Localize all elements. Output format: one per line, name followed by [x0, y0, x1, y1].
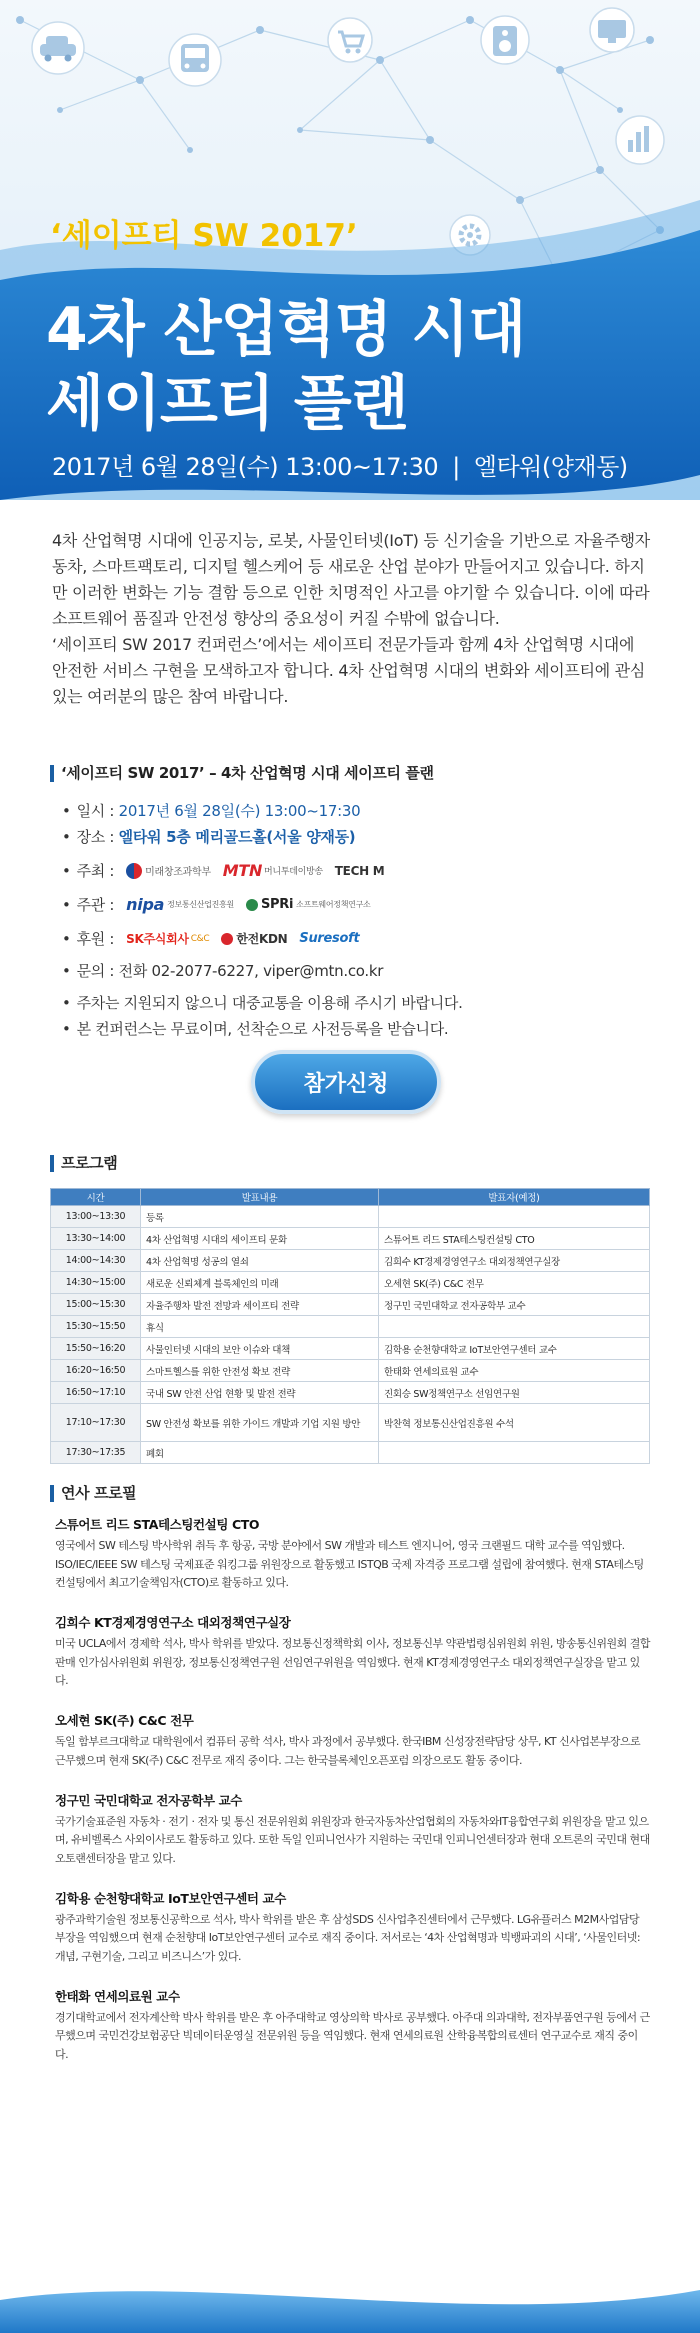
cell-time: 16:20~16:50 [51, 1360, 141, 1382]
kdn-mark-icon [221, 933, 233, 945]
speakers-heading: 연사 프로필 [50, 1485, 136, 1502]
cell-time: 15:00~15:30 [51, 1294, 141, 1316]
table-header-row [51, 1189, 650, 1206]
speaker-bio: 미국 UCLA에서 경제학 석사, 박사 학위를 받았다. 정보통신정책학회 이사, 정보통신부 약관법령심위원회 위원, 방송통신위원회 결합판매 인가심사위원회 위원장, 정보통신정책연구원 선임연구위원을 역임했다. 현재 KT경제경영연구소 대외정책연구실장을 맡고 있다. [55, 1637, 651, 1688]
cell-time: 13:00~13:30 [51, 1206, 141, 1228]
cell-speaker: 오세현 SK(주) C&C 전무 [379, 1272, 650, 1294]
info-place: • 장소 : 엘타워 5층 메리골드홀(서울 양재동) [62, 827, 356, 846]
info-contact: • 문의 : 전화 02-2077-6227, viper@mtn.co.kr [62, 961, 384, 980]
cell-speaker: 김학용 순천향대학교 IoT보안연구센터 교수 [379, 1338, 650, 1360]
footer-wave [0, 2270, 700, 2333]
cell-topic: 국내 SW 안전 산업 현황 및 발전 전략 [141, 1382, 379, 1404]
speaker-profile [55, 1613, 650, 1691]
table-row [51, 1360, 650, 1382]
cell-time: 15:50~16:20 [51, 1338, 141, 1360]
speaker-bio: 영국에서 SW 테스팅 박사학위 취득 후 항공, 국방 분야에서 SW 개발과 테스트 엔지니어, 영국 크랜필드 대학 교수를 역임했다. ISO/IEC/IEEE SW 테스팅 국제표준 워킹그룹 위원장으로 활동했고 ISTQB 국제 자격증 프로그램 설립에 참여했다. 현재 STA테스팅컨설팅에서 최고기술책임자(CTO)로 활동하고 있다. [55, 1539, 644, 1590]
speaker-bio: 국가기술표준원 자동차 · 전기 · 전자 및 통신 전문위원회 위원장과 한국자동차산업협회의 자동차와IT융합연구회 위원장을 맡고 있으며, 유비벨록스 사외이사로도 활동하고 있다. 또한 독일 인피니언사가 지원하는 국민대 인피니언센터장과 현대 오트론의 국민대 현대오토랜센터장을 맡고 있다. [55, 1814, 650, 1865]
speaker-bio: 광주과학기술원 정보통신공학으로 석사, 박사 학위를 받은 후 삼성SDS 신사업추진센터에서 근무했다. LG유플러스 M2M사업담당 부장을 역임했으며 현재 순천향대 IoT보안연구센터 교수로 재직 중이다. 저서로는 ‘4차 산업혁명과 빅뱅파괴의 시대’, ‘사물인터넷: 개념, 구현기술, 그리고 비즈니스’가 있다. [55, 1912, 641, 1963]
speaker-name: 오세현 SK(주) C&C 전무 [55, 1713, 194, 1729]
cell-topic: 4차 산업혁명 시대의 세이프티 문화 [141, 1228, 379, 1250]
separator: | [452, 453, 460, 481]
date-value: 2017년 6월 28일(수) 13:00~17:30 [118, 802, 361, 820]
intro-text [52, 528, 650, 710]
speaker-bio: 경기대학교에서 전자계산학 박사 학위를 받은 후 아주대학교 영상의학 박사로 공부했다. 아주대 의과대학, 전자부품연구원 등에서 근무했으며 국민건강보험공단 빅데이터운영실 전문위원 등을 역임했다. 현재 연세의료원 산학융복합의료센터 연구교수로 재직 중이다. [55, 2010, 650, 2061]
table-row [51, 1338, 650, 1360]
table-row [51, 1316, 650, 1338]
kdn-logo: 한전KDN [221, 930, 287, 947]
cell-speaker [379, 1206, 650, 1228]
event-subtitle: ‘세이프티 SW 2017’ [50, 218, 358, 254]
cell-time: 16:50~17:10 [51, 1382, 141, 1404]
event-datetime [52, 447, 628, 482]
speaker-name: 김학용 순천향대학교 IoT보안연구센터 교수 [55, 1890, 286, 1906]
place-value: 엘타워 5층 메리골드홀(서울 양재동) [118, 828, 356, 846]
cell-time: 14:00~14:30 [51, 1250, 141, 1272]
table-row [51, 1442, 650, 1464]
cell-speaker [379, 1442, 650, 1464]
cell-topic: 새로운 신뢰체계 블록체인의 미래 [141, 1272, 379, 1294]
cell-speaker: 박찬혁 정보통신산업진흥원 수석 [379, 1404, 650, 1442]
cell-topic: 스마트헬스를 위한 안전성 확보 전략 [141, 1360, 379, 1382]
apply-button[interactable]: 참가신청 [251, 1050, 441, 1114]
cell-speaker: 스튜어트 리드 STA테스팅컨설팅 CTO [379, 1228, 650, 1250]
speaker-name: 김희수 KT경제경영연구소 대외정책연구실장 [55, 1615, 291, 1631]
column-header-time: 시간 [51, 1189, 141, 1206]
mtn-logo: MTN 머니투데이방송 [222, 861, 323, 880]
info-organizers: • 주관 : nipa 정보통신산업진흥원 SPRi 소프트웨어정책연구소 [62, 895, 371, 914]
cell-topic: 사물인터넷 시대의 보안 이슈와 대책 [141, 1338, 379, 1360]
speaker-profile [55, 1711, 650, 1770]
cell-topic: 폐회 [141, 1442, 379, 1464]
cell-speaker: 김희수 KT경제경영연구소 대외정책연구실장 [379, 1250, 650, 1272]
cell-topic: SW 안전성 확보를 위한 가이드 개발과 기업 지원 방안 [141, 1404, 379, 1442]
column-header-topic: 발표내용 [141, 1189, 379, 1206]
speaker-profile [55, 1987, 650, 2065]
nipa-logo: nipa 정보통신산업진흥원 [126, 895, 234, 914]
cell-speaker [379, 1316, 650, 1338]
table-row [51, 1404, 650, 1442]
cell-time: 17:30~17:35 [51, 1442, 141, 1464]
info-sponsors: • 후원 : SK주식회사 C&C 한전KDN Suresoft [62, 929, 360, 948]
spri-mark-icon [246, 899, 258, 911]
table-row [51, 1250, 650, 1272]
cell-topic: 자율주행차 발전 전망과 세이프티 전략 [141, 1294, 379, 1316]
event-info-heading: ‘세이프티 SW 2017’ – 4차 산업혁명 시대 세이프티 플랜 [50, 765, 434, 782]
msip-logo: 미래창조과학부 [126, 863, 211, 879]
column-header-speaker: 발표자(예정) [379, 1189, 650, 1206]
techm-logo: TECH M [334, 863, 385, 878]
cell-time: 15:30~15:50 [51, 1316, 141, 1338]
cell-speaker: 진회승 SW정책연구소 선임연구원 [379, 1382, 650, 1404]
cell-time: 14:30~15:00 [51, 1272, 141, 1294]
info-hosts: • 주최 : 미래창조과학부 MTN 머니투데이방송 TECH M [62, 861, 385, 880]
info-note-parking: • 주차는 지원되지 않으니 대중교통을 이용해 주시기 바랍니다. [62, 993, 463, 1012]
speaker-name: 한태화 연세의료원 교수 [55, 1988, 180, 2004]
cell-topic: 4차 산업혁명 성공의 열쇠 [141, 1250, 379, 1272]
speaker-profile [55, 1791, 650, 1869]
table-row [51, 1294, 650, 1316]
event-title-line2: 세이프티 플랜 [46, 369, 408, 439]
sk-logo: SK주식회사 C&C [126, 932, 210, 946]
cell-topic: 등록 [141, 1206, 379, 1228]
event-date: 2017년 6월 28일(수) 13:00~17:30 [52, 453, 439, 481]
speaker-list [55, 1515, 650, 2085]
cell-time: 17:10~17:30 [51, 1404, 141, 1442]
table-row [51, 1228, 650, 1250]
speaker-name: 스튜어트 리드 STA테스팅컨설팅 CTO [55, 1517, 260, 1532]
event-title-line1: 4차 산업혁명 시대 [46, 295, 526, 365]
speaker-name: 정구민 국민대학교 전자공학부 교수 [55, 1792, 242, 1808]
speaker-profile [55, 1515, 650, 1593]
cell-time: 13:30~14:00 [51, 1228, 141, 1250]
table-row [51, 1382, 650, 1404]
info-note-free: • 본 컨퍼런스는 무료이며, 선착순으로 사전등록을 받습니다. [62, 1019, 449, 1038]
info-date: • 일시 : 2017년 6월 28일(수) 13:00~17:30 [62, 801, 361, 820]
cell-speaker: 정구민 국민대학교 전자공학부 교수 [379, 1294, 650, 1316]
taeguk-icon [126, 863, 142, 879]
suresoft-logo: Suresoft [299, 931, 360, 946]
program-heading: 프로그램 [50, 1155, 117, 1172]
cell-topic: 휴식 [141, 1316, 379, 1338]
intro-paragraph: 4차 산업혁명 시대에 인공지능, 로봇, 사물인터넷(IoT) 등 신기술을 기반으로 자율주행자동차, 스마트팩토리, 디지털 헬스케어 등 새로운 산업 분야가 만들어지고 있습니다. 하지만 이러한 변화는 기능 결함 등으로 인한 치명적인 사고를 야기할 수 있습니다. 이에 따라 소프트웨어 품질과 안전성 향상의 중요성이 커질 수밖에 없습니다. [52, 531, 650, 628]
table-row [51, 1206, 650, 1228]
speaker-bio: 독일 함부르크대학교 대학원에서 컴퓨터 공학 석사, 박사 과정에서 공부했다. 한국IBM 신성장전략담당 상무, KT 신사업본부장으로 근무했으며 현재 SK(주) C&C 전무로 재직 중이다. 그는 한국블록체인오픈포럼 의장으로도 활동 중이다. [55, 1735, 641, 1767]
event-venue: 엘타워(양재동) [473, 453, 628, 481]
speaker-profile [55, 1889, 650, 1967]
spri-logo: SPRi 소프트웨어정책연구소 [246, 897, 370, 912]
table-row [51, 1272, 650, 1294]
intro-paragraph: ‘세이프티 SW 2017 컨퍼런스’에서는 세이프티 전문가들과 함께 4차 산업혁명 시대에 안전한 서비스 구현을 모색하고자 합니다. 4차 산업혁명 시대의 변화와 세이프티에 관심 있는 여러분의 많은 참여 바랍니다. [52, 635, 645, 706]
hero-banner [0, 0, 700, 500]
contact-value: 전화 02-2077-6227, viper@mtn.co.kr [118, 962, 384, 980]
program-table [50, 1188, 650, 1464]
cell-speaker: 한태화 연세의료원 교수 [379, 1360, 650, 1382]
